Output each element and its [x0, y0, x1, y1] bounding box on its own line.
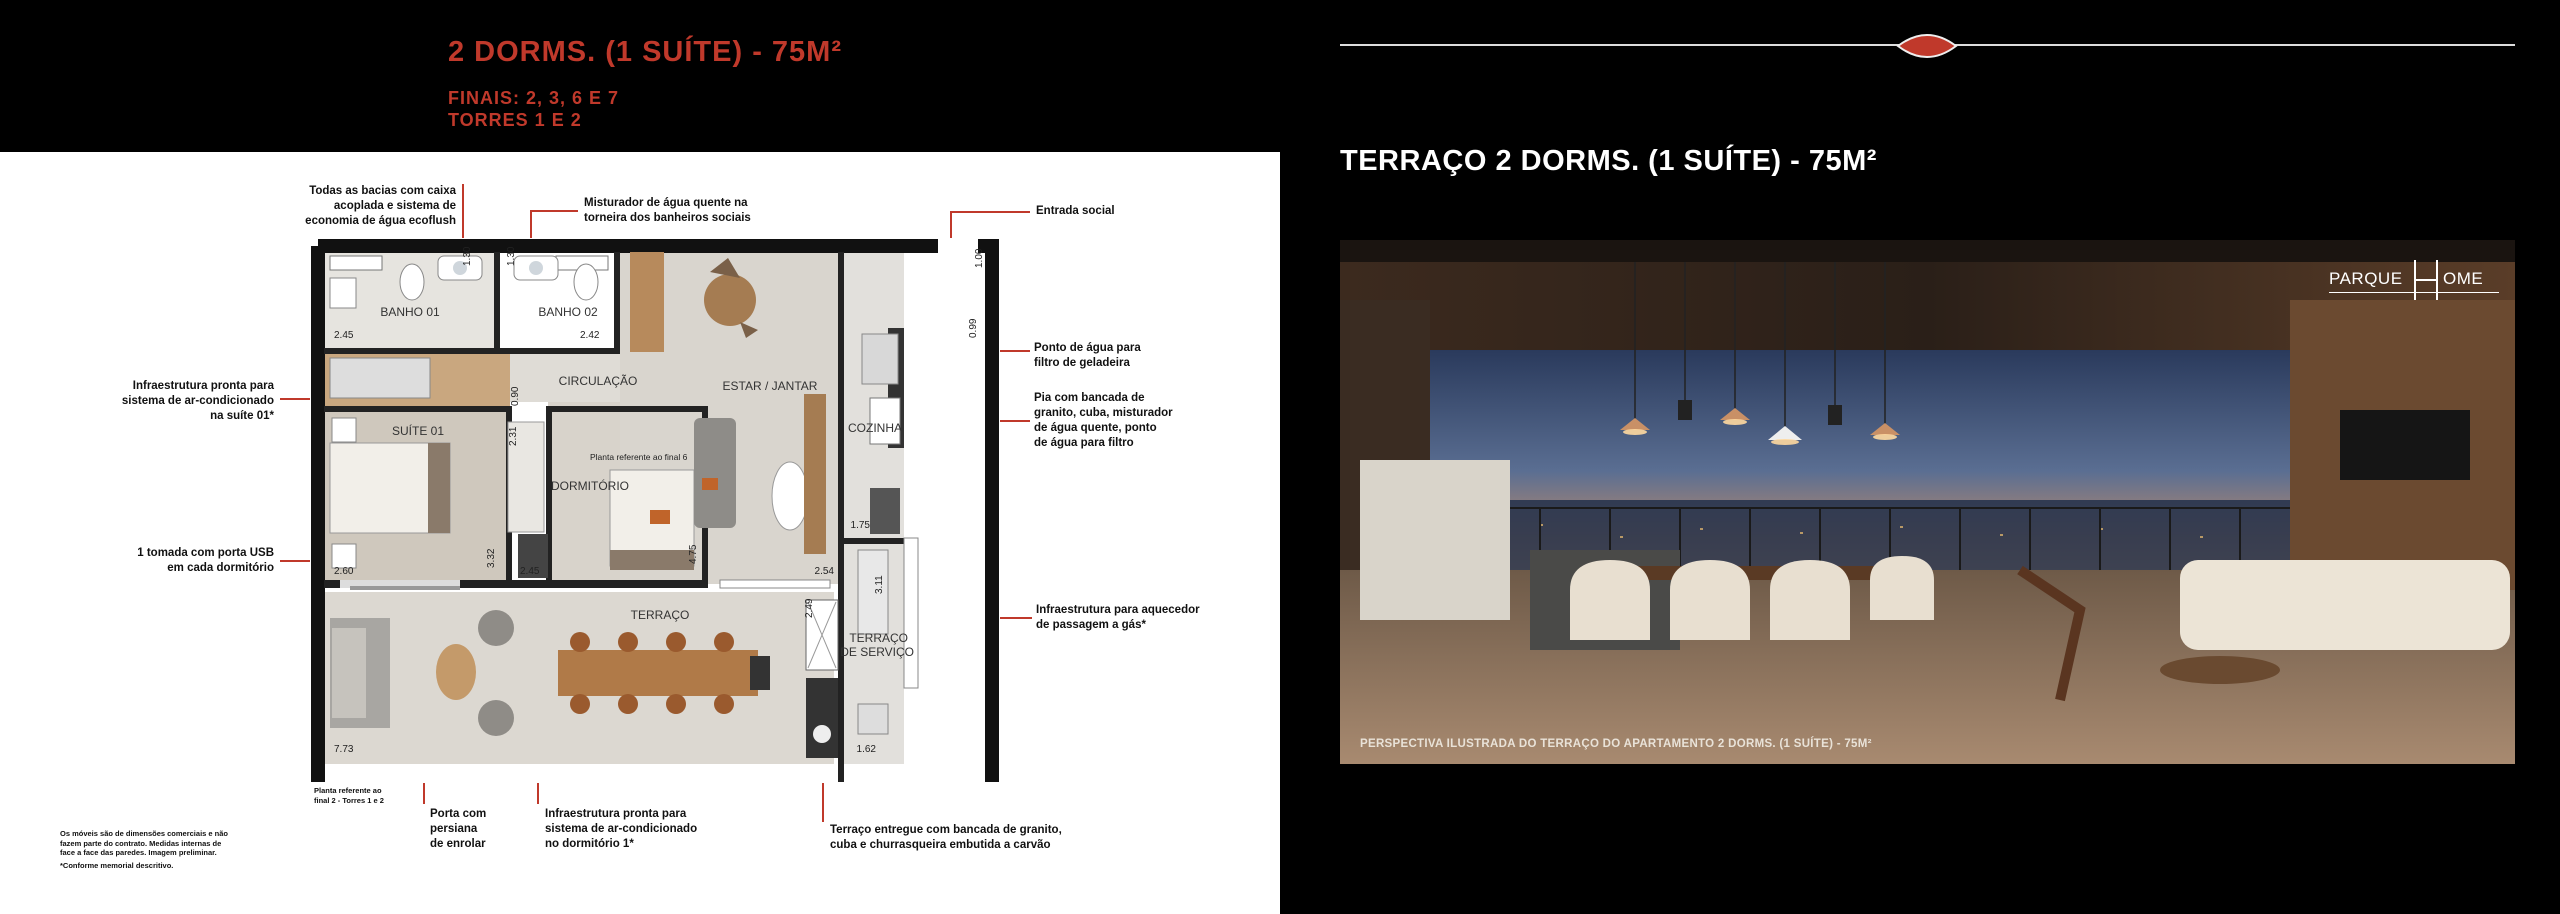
svg-text:0.90: 0.90	[510, 386, 521, 406]
page-title: 2 DORMS. (1 SUÍTE) - 75M²	[448, 36, 842, 68]
svg-text:4.75: 4.75	[688, 544, 699, 564]
leader-line	[530, 210, 578, 212]
svg-text:1.00: 1.00	[974, 248, 985, 268]
memorial-note: *Conforme memorial descritivo.	[60, 861, 174, 870]
parque-home-logo	[2329, 256, 2499, 306]
room-terraco-servico-2: DE SERVIÇO	[840, 645, 914, 659]
svg-text:7.73: 7.73	[334, 744, 354, 755]
note-tomada-usb: 1 tomada com porta USB em cada dormitório	[137, 547, 274, 574]
note-infra-suite: Infraestrutura pronta para sistema de ar-condicionado na suíte 01*	[121, 380, 274, 422]
note-pia: Pia com bancada de granito, cuba, misturador de água quente, ponto de água para filtro	[1034, 392, 1173, 449]
note-ponto-agua: Ponto de água para filtro de geladeira	[1034, 342, 1141, 369]
room-terraco: TERRAÇO	[630, 608, 690, 622]
room-suite: SUÍTE 01	[391, 424, 445, 438]
logo-text-right: OME	[2443, 269, 2484, 288]
logo-underline	[2329, 292, 2499, 293]
svg-text:1.30: 1.30	[462, 246, 473, 266]
svg-text:3.32: 3.32	[486, 548, 497, 568]
svg-text:2.54: 2.54	[814, 566, 834, 577]
left-header	[0, 0, 1280, 152]
logo-h-mark-icon	[2411, 258, 2441, 302]
svg-text:0.99: 0.99	[968, 318, 979, 338]
terrace-title: TERRAÇO 2 DORMS. (1 SUÍTE) - 75M²	[1340, 145, 1877, 177]
svg-text:2.42: 2.42	[580, 330, 600, 341]
svg-text:1.30: 1.30	[506, 246, 517, 266]
room-dormitorio: DORMITÓRIO	[551, 479, 629, 493]
room-estar: ESTAR / JANTAR	[722, 379, 818, 393]
note-entrada: Entrada social	[1036, 205, 1115, 217]
note-porta-persiana: Porta com persiana de enrolar	[430, 808, 487, 850]
floor-plan	[310, 238, 1000, 783]
svg-text:2.49: 2.49	[804, 598, 815, 618]
logo-text-left: PARQUE	[2329, 269, 2403, 288]
inner-plan-note: Planta referente ao final 6	[590, 452, 688, 462]
terrace-rendering	[1340, 240, 2515, 764]
note-infra-dorm: Infraestrutura pronta para sistema de ar-condicionado no dormitório 1*	[545, 808, 698, 850]
room-terraco-servico: TERRAÇO	[849, 631, 908, 645]
photo-caption: PERSPECTIVA ILUSTRADA DO TERRAÇO DO APARTAMENTO 2 DORMS. (1 SUÍTE) - 75M²	[1360, 738, 1872, 750]
svg-text:1.75: 1.75	[850, 520, 870, 531]
svg-text:2.60: 2.60	[334, 566, 354, 577]
room-banho-01: BANHO 01	[380, 305, 440, 319]
svg-text:2.45: 2.45	[520, 566, 540, 577]
terrace-photo-illustration	[1340, 240, 2515, 764]
note-misturador: Misturador de água quente na torneira dos banheiros sociais	[584, 197, 751, 224]
svg-text:3.11: 3.11	[874, 575, 885, 594]
room-circulacao: CIRCULAÇÃO	[558, 374, 638, 388]
disclaimer: Os móveis são de dimensões comerciais e não fazem parte do contrato. Medidas internas de face a face das paredes. Imagem preliminar.	[60, 829, 228, 857]
note-bacias: Todas as bacias com caixa acoplada e sistema de economia de água ecoflush	[305, 185, 456, 227]
svg-text:2.45: 2.45	[334, 330, 354, 341]
note-aquecedor: Infraestrutura para aquecedor de passagem a gás*	[1036, 604, 1200, 631]
svg-text:2.31: 2.31	[508, 426, 519, 446]
plan-reference: Planta referente ao final 2 - Torres 1 e 2	[314, 786, 384, 805]
diamond-ornament-icon	[1896, 32, 1958, 60]
svg-text:1.62: 1.62	[856, 744, 876, 755]
finals-label: FINAIS: 2, 3, 6 E 7	[448, 88, 620, 108]
towers-label: TORRES 1 E 2	[448, 110, 582, 130]
terrace-page	[1280, 0, 2560, 914]
room-banho-02: BANHO 02	[538, 305, 598, 319]
note-terraco-bancada: Terraço entregue com bancada de granito, cuba e churrasqueira embutida a carvão	[830, 824, 1062, 851]
leader-line	[950, 211, 1030, 213]
room-cozinha: COZINHA	[848, 421, 902, 435]
